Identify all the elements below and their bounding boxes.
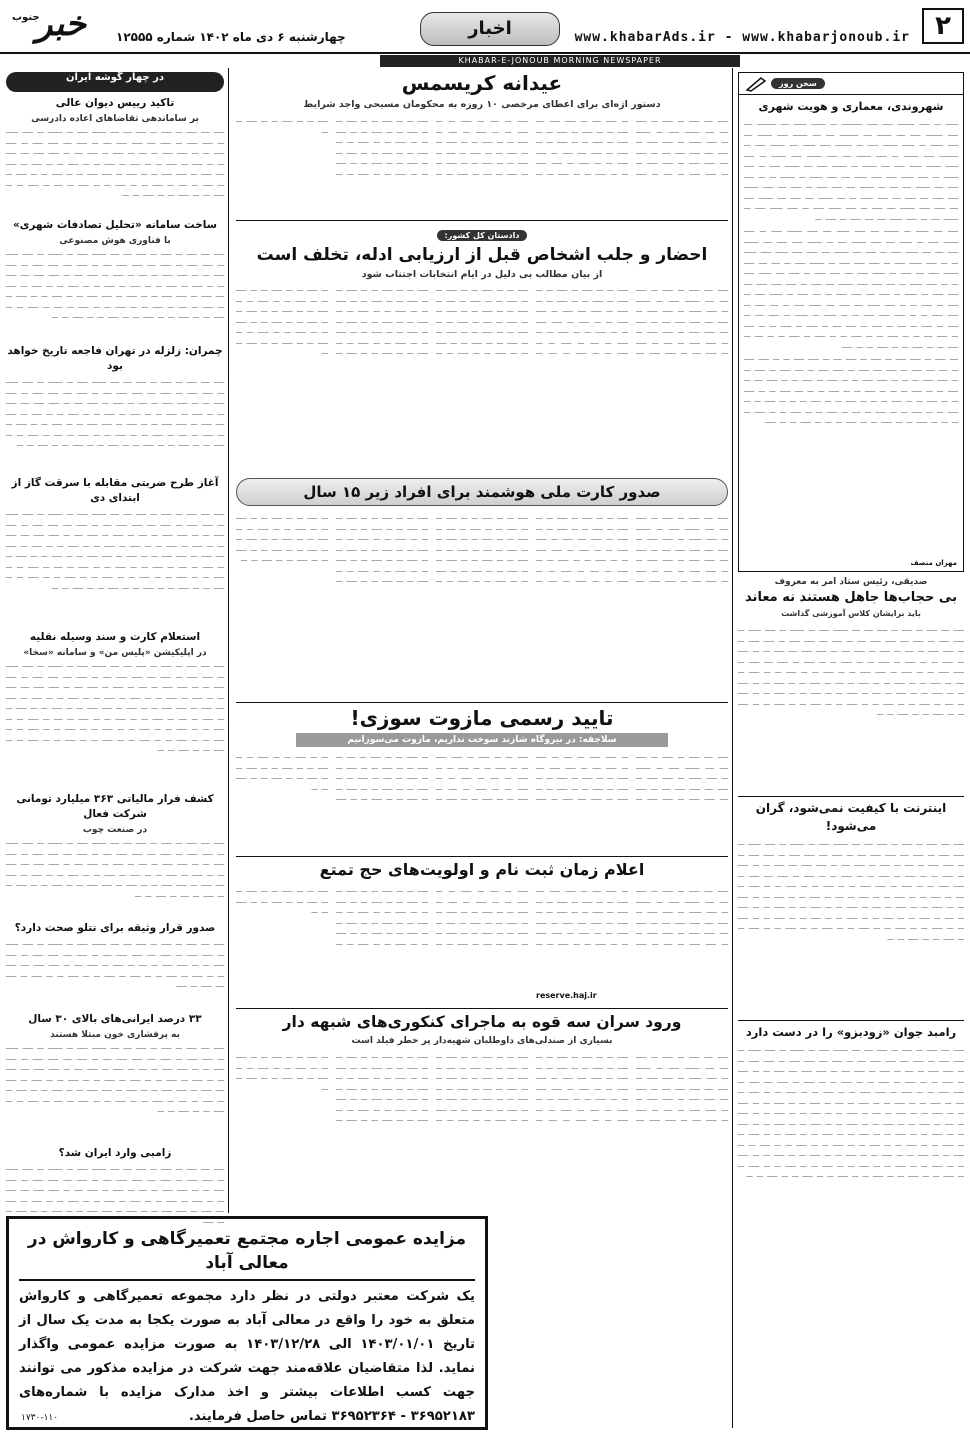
news-text: ـــــ ــــ ـــــ ـــ ـــــ ـــ ـــــ ــــ ــــ ـــــــ ـــــ ـــ ـــــــ ـــ ـــــ ــــــ ـــ ـــــ ـــــ ـــ ـــــ ــــ ـــــ ـــــ ــــ ـــ ـــــ ــــ ـــــ ـــــ ـــ ـــــ ـــــ ـــ ـــ ـــــ ـــــ ـــ ــــ ـــ ـــــ ـــ ـــــ ــــ ـــ ـــــ ـــــ ــــ ـــــ ـــ ـــ ـــــ ـــ ـــــ ـــ ـــ ـــــ ـــ ـــــ ـــ ـــ ـــــ ـــ ـــ ـــــ ـــ ـــــ ــــ ـــــ ـــ ـــــ [6, 939, 224, 989]
ad-title: مزایده عمومی اجاره مجتمع تعمیرگاهی و کارواش در معالی آباد [19, 1227, 475, 1281]
news-text: ـــــ ــــ ـــــ ـــ ـــــ ـــ ـــــ ــــ ــــ ـــــــ ـــــ ـــ ـــــــ ـــ ـــــ ــــــ ـــ ـــــ ـــــ ـــ ـــــ ــــ ـــــ ـــــ ــــ ـــ ـــــ ــــ ـــــ ـــــ ـــ ـــــ ـــــ ـــ ـــ ـــــ ـــــ ـــ ــــ ـــ ـــــ ـــ ـــــ ــــ ـــ ـــــ ـــــ ــــ ـــــ ـــ ـــ ـــــ ـــ ـــــ ـــ ـــ ـــــ ـــ ـــــ ـــ ـــ ـــــ ـــ ـــ ـــــ ـــ ـــــ ــــ ـــــ ـــ ـــــ ـــــ ـــ ـــ ـــــ ـــ ـــــ ـــــ ـــ ـــ ـــــ ـــ ـــ ـــــ ـــ ـــ ـــــ ـــ ــــ ـــ ـــــ ـــ ـــ ـــــ ـــ ـــ ـــــ ـــ ــــ ـــ ـــــ ـــ ـــ ـــــ ـــ ـــ ـــــ ـــ ـــ ـــــ ـــ ـــ ـــــ ـــ ـــ ـــــ ـــ ـــ ـــــ ـــ ـــ ـــــ ـــ ـــ ـــــ ـــ ـــ ـــــ ـــ ـــ ـــــ ـــ ـــ ـــــ ـــ ـــ [6, 509, 224, 591]
card-article [236, 478, 728, 700]
header-urls[interactable]: www.khabarAds.ir - www.khabarjonoub.ir [574, 30, 910, 45]
issue-date: چهارشنبه ۶ دی ماه ۱۴۰۲ شماره ۱۲۵۵۵ [116, 30, 346, 44]
sokhan-rooz-text: ــــــ ـــ ـــــ ــــــــ ـــــ ـــــ ــــــــــ ـــ ـــــــ ــــــ ــــ ـــــــــ ــــ ـــــ ــــــــ ـــــ ــــ ـــــــ ــــ ـــــــــ ــــ ــــ ـــــــ ـــــ ـــــــ ــــ ـــــ ــــــ ـــ ــــــ ـــــــ ـــــ ـــ ــــــــ ـــــ ــــــ ــــ ـــــــ ـــــ ـــ ـــــــــ ـــــ ـــــــ ـــ ـــــ ـــــــ ــــ ـــــ ـــــــ ـــــ ـــــــ ـــ ـــــ ــــــ ـــــــ ــــــ ـــــ ــــ ـــــــ ـــ ـــــــ ـــــ ــــ ـــــــ ـــــ ـــ ـــــ ـــــــ ـــ ـــــ ــــــ ـــــ ـــــ ــــــ ــــ ـــــ ــــــ ـــ ـــــــ ـــ ـــ ـــــ ـــــ ــــ ـــــــ ــــ ــــ ـــ ـــــــ ــــ ـــــ ـــــ ـــ ـــــ ــــ ـــــ ـــــــ ـــــ ـــــ ــــ ـــــ ــــ ـــــ ــــــ ـــ ــــ ـــــــ ــــ ـــــ ــــ ـــــــ ـــــ ــــ ـــــ ـــــ ـــــــ ــــ ـــــ ـــ ـــــ ــــــ ـــــ ـــ ـــــ ــــــ ـــــ ـــ ـــــــ ــــ ـــ ـــــ ــــــ ــــ ــــ ـــــ ـــ ـــــ ـــ ـــــ ــــ ــــــ ـــ ـــــــ ــــ ـــــ ــــــ ــــ ـــــ ـــــــ ـــــ ـــ ـــــ ـــــــ ـــــ ـــ ــــــ ــــ ـــــ ـــــــ ــــ ـــ ـــــــ ـــــ ـــــ ــــ ـــــــ ـــــ ــــ ــــ ــــــ ـــــ ـــ ـــــ ــــ ـــــــ ــــ ـــــ ـــــ ــــــ ـــــ ــــــ ـــ ـــ ـــــ ــــــ ـــــ ـــ ـــــ ـــــ ـــــ ـــ ـــــــ ـــــ ـــ ــــ ــــ ـــــ ـــــــ ـــــ ــــ ـــــ ـــ ــــــ ـــــ ــــ ـــــ ـــــ ـــ ـــــ ــــ ــــــ ـــــ ـــ ـــ ـــــ ــــــ ـــ ــــ ـــــ ـــــ ـــــــ ــــ ـــــ ـــ ـــــ ـــــ ـــــ ــــ ـــــ ـــــ ـــ ــــــ ـــ ـــــ ــــ ـــــ ـــــ ـــ ــــ ـــــ ـــ ــــــ ـــــ ـــ ـــــ ـــ ـــــ ـــ ـــ ـــــ ــــــ ــــ ـــــ ــــ ــــــ ـــــ ـــ ــــ ـــــ ـــ ـــــ ـــــ ـــ ـــ ـــــ ـــــ ـــــ ـــ ـــ ــــــ ـــ ــــــ ـــ ـــــ ــــ ـــ ـــــ ـــ ـــــ ـــ ــــ ـــ ـــــ ـــ ـــــ ــــ ـــ ـــــ ـــ ـــــ ـــ ـــ ـــــ ـــ ـــــ ــــ ـــ ـــ ـــــ ـــ ـــ ـــــ ـــ ـــ ـــــ ـــ ـــــ ـــ ـــ ــــ ـــ ـــــ ـــ ـــ ـــــ ـــ ـــ ـــــ ـــ ـــ ـــــ ــــ ـــــ ـــ ـــــ ـــــ ـــ ـــــ ـــ ـــــ ــــ ـــ ـــــ ـــــ ـــ ـــ ـــــ ـــــ ـــ ــــ ــــ ـــــ ـــ ـــــ ــــ ـــــ ـــ ـــــ ـــــ ـــ ــــ ـــــ ـــ ـــــ ـــ ـــ ـــــ ـــــ ـــ ـــ ـــ ـــــ ـــــ ـــ ـــ ـــــ ـــ ـــــ ـــ ـــ ـــــ ــــ ـــ ـــــ ـــ ـــ ـــــ ـــ ـــ ـــ ـــــ ـــ ـــ ـــــ ـــ ـــ ــــ ـــــ ـــ ـــ ـــــ ـــ ـــ ـــــ ـــ ـــ ـــــ ـــ ـــ ـــ ـــــ ـــ ـــ ـــــ ـــ ـــ ـــ ـــــ ـــ ـــ ـــــ ـــ ـــ ـــــ ـــ ـــ ـــــ ـــ ــــ ـــ ـــــ ـــ ـــ ـــــ ـــ ـــ ـــــ ـــ ـــ ـــ ـــ ـــــ ـــ ـــ ـــــ ـــ ـــ ـــــ ـــ ـــ ـــ ـــــ ـــ ـــ ـــــ [744, 119, 958, 425]
news-title: استعلام کارت و سند وسیله نقلیه [29, 631, 201, 643]
konkur-title: ورود سران سه قوه به ماجرای کنکوری‌های شبهه دار [282, 1013, 682, 1031]
eidane-title: عیدانه کریسمس [401, 71, 563, 95]
news-title: آغاز طرح ضربتی مقابله با سرقت گاز از ابتدای دی [11, 477, 219, 504]
news-text: ـــــ ــــ ـــــ ـــ ـــــ ـــ ـــــ ــــ ــــ ـــــــ ـــــ ـــ ـــــــ ـــ ـــــ ــــــ ـــ ـــــ ـــــ ـــ ـــــ ــــ ـــــ ـــــ ــــ ـــ ـــــ ــــ ـــــ ـــــ ـــ ـــــ ـــــ ـــ ـــ ـــــ ـــــ ـــ ــــ ـــ ـــــ ـــ ـــــ ــــ ـــ ـــــ ـــــ ــــ ـــــ ـــ ـــ ـــــ ـــ ـــــ ـــ ـــ ـــــ ـــ ـــــ ـــ ـــ ـــــ ـــ ـــ ـــــ ـــ ـــــ ــــ ـــــ ـــ ـــــ ـــــ ـــ ـــ ـــــ ـــ ـــــ ـــــ ـــ ـــ ـــــ ـــ ـــ ـــــ ـــ ـــ ـــــ ـــ ــــ ـــ ـــــ ـــ ـــ [6, 838, 224, 899]
mazut-subtitle: سلاجقه: در نیروگاه شازند سوخت نداریم، مازوت می‌سوزانیم [296, 733, 668, 747]
eidane-text: ـــــ ــــ ـــــ ـــ ـــــ ـــ ـــــ ــــ ــــ ـــــــ ـــــ ـــ ـــــــ ـــ ـــــ ــــــ ـــ ـــــ ـــــ ـــ ـــــ ــــ ـــــ ـــــ ــــ ـــ ـــــ ــــ ـــــ ـــــ ـــ ـــــ ـــــ ـــ ـــ ـــــ ـــــ ـــ ــــ ـــ ـــــ ـــ ـــــ ــــ ـــ ـــــ ـــــ ــــ ـــــ ـــ ـــ ـــــ ـــ ـــــ ـــ ـــ ـــــ ـــ ـــــ ـــ ـــ ـــــ ـــ ـــ ـــــ ـــ ـــــ ــــ ـــــ ـــ ـــــ ـــــ ـــ ـــ ـــــ ـــ ـــــ ـــــ ـــ ـــ ـــــ ـــ ـــ ـــــ ـــ ـــ ـــــ ـــ ــــ ـــ ـــــ ـــ ـــ ـــــ ـــ ـــ ـــــ ـــ ــــ ـــ ـــــ ـــ ـــ ـــــ ـــ ـــ ـــــ ـــ ـــ ـــــ ـــ ـــ ـــــ ـــ ــــ ـــ ـــــ ـــ ـــ ـــــ ـــ ـــ ـــــ ـــ ـــ ـــــ ـــ ــــ ـــ ـــــ ـــ ـــ ـــــ ـــ ـــ ـــــ ـــ ـــ ـــــ ـــ ـــ ـــــ ـــ ـــ ـــــ ـــ ـــ ـــــ ـــ ـــ ـــــ ـــ ـــ ـــــ ـــ ـــ ـــــ ـــ ـــ ـــــ ـــ ـــ ـــــ ـــ ـــ ـــــ ـــ ـــ ـــــ ـــ ـــ ـــــ ـــ ـــ ـــــ ـــ ـــ ـــــ ـــ ـــ ـــــ ـــ ـــ ـــــ ـــ ـــ ـــــ ـــ ـــ [236, 116, 728, 177]
hajj-text: ـــــ ــــ ـــــ ـــ ـــــ ـــ ـــــ ــــ ــــ ـــــــ ـــــ ـــ ـــــــ ـــ ـــــ ــــــ ـــ ـــــ ـــــ ـــ ـــــ ــــ ـــــ ـــــ ــــ ـــ ـــــ ــــ ـــــ ـــــ ـــ ـــــ ـــــ ـــ ـــ ـــــ ـــــ ـــ ــــ ـــ ـــــ ـــ ـــــ ــــ ـــ ـــــ ـــــ ــــ ـــــ ـــ ـــ ـــــ ـــ ـــــ ـــ ـــ ـــــ ـــ ـــــ ـــ ـــ ـــــ ـــ ـــ ـــــ ـــ ـــــ ــــ ـــــ ـــ ـــــ ـــــ ـــ ـــ ـــــ ـــ ـــــ ـــــ ـــ ـــ ـــــ ـــ ـــ ـــــ ـــ ـــ ـــــ ـــ ــــ ـــ ـــــ ـــ ـــ ـــــ ـــ ـــ ـــــ ـــ ــــ ـــ ـــــ ـــ ـــ ـــــ ـــ ـــ ـــــ ـــ ـــ ـــــ ـــ ـــ ـــــ ـــ ــــ ـــ ـــــ ـــ ـــ ـــــ ـــ ـــ ـــــ ـــ ـــ ـــــ ـــ ــــ ـــ ـــــ ـــ ـــ ـــــ ـــ ـــ ـــــ ـــ ـــ ـــــ ـــ ـــ ـــــ ـــ ـــ ـــــ ـــ ـــ ـــــ ـــ ـــ ـــــ ـــ ـــ ـــــ ـــ ـــ ـــــ ـــ ـــ ـــــ ـــ ـــ ـــــ ـــ ـــ ـــــ ـــ ـــ ـــــ ـــ ـــ ـــــ ـــ ـــ ـــــ ـــ ـــ ـــــ ـــ ـــ ـــــ ـــ ـــ ـــــ ـــ ـــ ـــــ ـــ ـــ ـــــ ـــ ـــ ـــــ ـــ ـــ ـــــ ـــ ـــ [236, 886, 728, 947]
eidane-article [236, 68, 728, 218]
ad-body: یک شرکت معتبر دولتی در نظر دارد مجموعه تعمیرگاهی و کارواش متعلق به خود را واقع در معالی آباد به صورت یکجا به مدت یک سال از تاریخ ۱۴۰۳/۰۱/۰۱ الی ۱۴۰۳/۱۲/۲۸ به صورت مزایده عمومی واگذار نماید. لذا متقاضیان علاقه‌مند جهت شرکت در مزایده مذکور می توانند جهت کسب اطلاعات بیشتر و اخذ مدارک مزایده با شماره‌های ۳۶۹۵۲۱۸۳ - ۳۶۹۵۲۳۶۴ تماس حاصل فرمایند. [19, 1289, 476, 1424]
card-text: ـــــ ــــ ـــــ ـــ ـــــ ـــ ـــــ ــــ ــــ ـــــــ ـــــ ـــ ـــــــ ـــ ـــــ ــــــ ـــ ـــــ ـــــ ـــ ـــــ ــــ ـــــ ـــــ ــــ ـــ ـــــ ــــ ـــــ ـــــ ـــ ـــــ ـــــ ـــ ـــ ـــــ ـــــ ـــ ــــ ـــ ـــــ ـــ ـــــ ــــ ـــ ـــــ ـــــ ــــ ـــــ ـــ ـــ ـــــ ـــ ـــــ ـــ ـــ ـــــ ـــ ـــــ ـــ ـــ ـــــ ـــ ـــ ـــــ ـــ ـــــ ــــ ـــــ ـــ ـــــ ـــــ ـــ ـــ ـــــ ـــ ـــــ ـــــ ـــ ـــ ـــــ ـــ ـــ ـــــ ـــ ـــ ـــــ ـــ ــــ ـــ ـــــ ـــ ـــ ـــــ ـــ ـــ ـــــ ـــ ــــ ـــ ـــــ ـــ ـــ ـــــ ـــ ـــ ـــــ ـــ ـــ ـــــ ـــ ـــ ـــــ ـــ ــــ ـــ ـــــ ـــ ـــ ـــــ ـــ ـــ ـــــ ـــ ـــ ـــــ ـــ ــــ ـــ ـــــ ـــ ـــ ـــــ ـــ ـــ ـــــ ـــ ـــ ـــــ ـــ ـــ ـــــ ـــ ـــ ـــــ ـــ ـــ ـــــ ـــ ـــ ـــــ ـــ ـــ ـــــ ـــ ـــ ـــــ ـــ ـــ ـــــ ـــ ـــ ـــــ ـــ ـــ ـــــ ـــ ـــ ـــــ ـــ ـــ ـــــ ـــ ـــ ـــــ ـــ ـــ ـــــ ـــ ـــ ـــــ ـــ ـــ ـــــ ـــ ـــ ـــــ ـــ ـــ ـــــ ـــ ـــ ـــــ ـــ ـــ ـــــ ـــ ـــ ـــــ ـــ ـــ ـــــ ـــ ـــ ـــــ ـــ ـــ ـــــ ـــ ـــ ـــــ ـــ ـــ ـــــ ـــ ـــ ـــــ ـــ ـــ ـــــ ـــ ـــ ـــــ ـــ ـــ ـــــ ـــ ـــ ـــــ ـــ ـــ ـــــ ـــ ـــ ـــــ ـــ ـــ ـــــ ـــ ـــ ـــــ ـــ ـــ ـــــ ـــ ـــ ـــــ ـــ ـــ ـــــ ـــ ـــ [236, 513, 728, 584]
news-title: چمران: زلزله در تهران فاجعه تاریخ خواهد بود [7, 345, 223, 372]
news-text: ـــــ ــــ ـــــ ـــ ـــــ ـــ ـــــ ــــ ــــ ـــــــ ـــــ ـــ ـــــــ ـــ ـــــ ــــــ ـــ ـــــ ـــــ ـــ ـــــ ــــ ـــــ ـــــ ــــ ـــ ـــــ ــــ ـــــ ـــــ ـــ ـــــ ـــــ ـــ ـــ ـــــ ـــــ ـــ ــــ ـــ ـــــ ـــ ـــــ ــــ ـــ ـــــ ـــــ ــــ ـــــ ـــ ـــ ـــــ ـــ ـــــ ـــ ـــ ـــــ ـــ ـــــ ـــ ـــ ـــــ ـــ ـــ ـــــ ـــ ـــــ ــــ ـــــ ـــ ـــــ ـــــ ـــ ـــ ـــــ ـــ ـــــ ـــــ ـــ ـــ ـــــ ـــ ـــ ـــــ ـــ ـــ ـــــ ـــ ــــ ـــ ـــــ ـــ ـــ ـــــ ـــ ـــ ـــــ ـــ ــــ ـــ ـــــ ـــ ـــ ـــــ ـــ ـــ ـــــ ـــ ـــ ـــــ ـــ ـــ [6, 127, 224, 198]
news-subtitle: در اپلیکیشن «پلیس من» و سامانه «سخا» [23, 648, 207, 658]
sokhan-rooz-author: مهران منصف [910, 559, 957, 567]
hijab-title: بی حجاب‌ها جاهل هستند نه معاند [745, 590, 957, 605]
sokhan-rooz-title: شهروندی، معماری و هویت شهری [758, 100, 944, 113]
news-text: ـــــ ــــ ـــــ ـــ ـــــ ـــ ـــــ ــــ ــــ ـــــــ ـــــ ـــ ـــــــ ـــ ـــــ ــــــ ـــ ـــــ ـــــ ـــ ـــــ ــــ ـــــ ـــــ ــــ ـــ ـــــ ــــ ـــــ ـــــ ـــ ـــــ ـــــ ـــ ـــ ـــــ ـــــ ـــ ــــ ـــ ـــــ ـــ ـــــ ــــ ـــ ـــــ ـــــ ــــ ـــــ ـــ ـــ ـــــ ـــ ـــــ ـــ ـــ ـــــ ـــ ـــــ ـــ ـــ ـــــ ـــ ـــ ـــــ ـــ ـــــ ــــ ـــــ ـــ ـــــ ـــــ ـــ ـــ ـــــ ـــ ـــــ ـــــ ـــ ـــ ـــــ ـــ ـــ ـــــ ـــ ـــ ـــــ ـــ ــــ ـــ ـــــ ـــ ـــ ـــــ ـــ ـــ ـــــ ـــ ــــ ـــ ـــــ ـــ ـــ ـــــ ـــ ـــ ـــــ ـــ ـــ ـــــ ـــ ـــ ـــــ ـــ ـــ ـــــ ـــ ـــ ـــــ ـــ ـــ ـــــ ـــ ـــ ـــــ ـــ ـــ ـــــ ـــ ـــ ـــــ ـــ ـــ ـــــ ـــ ـــ ـــــ ـــ ـــ ـــــ ـــ ـــ ـــــ ـــ ـــ [6, 661, 224, 753]
section-title: اخبار [420, 12, 560, 46]
hajj-article [236, 856, 728, 1006]
mazut-title: تایید رسمی مازوت سوزی! [350, 706, 614, 730]
sokhan-rooz-label: سخن روز [771, 78, 825, 89]
news-title: تاکید رییس دیوان عالی [55, 97, 175, 109]
news-title: صدور قرار وثیقه برای تتلو صحت دارد؟ [14, 922, 216, 934]
ehzar-subtitle: از بیان مطالب بی دلیل در ایام انتخابات اجتناب شود [361, 269, 603, 280]
news-subtitle: در صنعت چوب [82, 825, 148, 835]
masthead [0, 0, 970, 54]
hijab-article [738, 576, 964, 794]
column-divider [228, 68, 229, 1213]
internet-article [738, 796, 964, 1016]
news-subtitle: با فناوری هوش مصنوعی [59, 236, 171, 246]
news-subtitle: به پرفشاری خون مبتلا هستند [50, 1030, 180, 1040]
news-title: ۳۳ درصد ایرانی‌های بالای ۳۰ سال [28, 1013, 202, 1025]
news-text: ـــــ ــــ ـــــ ـــ ـــــ ـــ ـــــ ــــ ــــ ـــــــ ـــــ ـــ ـــــــ ـــ ـــــ ــــــ ـــ ـــــ ـــــ ـــ ـــــ ــــ ـــــ ـــــ ــــ ـــ ـــــ ــــ ـــــ ـــــ ـــ ـــــ ـــــ ـــ ـــ ـــــ ـــــ ـــ ــــ ـــ ـــــ ـــ ـــــ ــــ ـــ ـــــ ـــــ ــــ ـــــ ـــ ـــ ـــــ ـــ ـــــ ـــ ـــ ـــــ ـــ ـــــ ـــ ـــ ـــــ ـــ ـــ ـــــ ـــ ـــــ ــــ ـــــ ـــ ـــــ ـــــ ـــ ـــ ـــــ ـــ ـــــ ـــــ ـــ ـــ ـــــ ـــ ـــ ـــــ ـــ ـــ ـــــ ـــ ــــ ـــ ـــــ ـــ ـــ ـــــ ـــ ـــ ـــــ ـــ ــــ ـــ ـــــ ـــ ـــ ـــــ ـــ ـــ ـــــ ـــ ـــ ـــــ ـــ ـــ ـــــ ـــ ـــ ـــــ ـــ ـــ [6, 249, 224, 320]
hijab-lead: صدیقی، رئیس ستاد امر به معروف [774, 577, 928, 587]
news-text: ـــــ ــــ ـــــ ـــ ـــــ ـــ ـــــ ــــ ــــ ـــــــ ـــــ ـــ ـــــــ ـــ ـــــ ــــــ ـــ ـــــ ـــــ ـــ ـــــ ــــ ـــــ ـــــ ــــ ـــ ـــــ ــــ ـــــ ـــــ ـــ ـــــ ـــــ ـــ ـــ ـــــ ـــــ ـــ ــــ ـــ ـــــ ـــ ـــــ ــــ ـــ ـــــ ـــــ ــــ ـــــ ـــ ـــ ـــــ ـــ ـــــ ـــ ـــ ـــــ ـــ ـــــ ـــ ـــ ـــــ ـــ ـــ ـــــ ـــ ـــــ ــــ ـــــ ـــ ـــــ ـــــ ـــ ـــ ـــــ ـــ ـــــ ـــــ ـــ ـــ ـــــ ـــ ـــ ـــــ ـــ ـــ ـــــ ـــ ــــ ـــ ـــــ ـــ ـــ ـــــ ـــ ـــ ـــــ ـــ ــــ ـــ ـــــ ـــ ـــ ـــــ ـــ ـــ ـــــ ـــ ـــ [6, 1043, 224, 1114]
ehzar-article [236, 220, 728, 476]
internet-title: اینترنت با کیفیت نمی‌شود، گران می‌شود! [738, 796, 964, 835]
news-title: کشف فرار مالیاتی ۳۶۳ میلیارد تومانی شرکت فعال [16, 793, 214, 820]
page-number: ۲ [922, 8, 964, 44]
hijab-text: ـــــ ــــ ـــــ ـــ ـــــ ـــ ـــــ ــــ ــــ ـــــــ ـــــ ـــ ـــــــ ـــ ـــــ ــــــ ـــ ـــــ ـــــ ـــ ـــــ ــــ ـــــ ـــــ ــــ ـــ ـــــ ــــ ـــــ ـــــ ـــ ـــــ ـــــ ـــ ـــ ـــــ ـــــ ـــ ــــ ـــ ـــــ ـــ ـــــ ــــ ـــ ـــــ ـــــ ــــ ـــــ ـــ ـــ ـــــ ـــ ـــــ ـــ ـــ ـــــ ـــ ـــــ ـــ ـــ ـــــ ـــ ـــ ـــــ ـــ ـــــ ــــ ـــــ ـــ ـــــ ـــــ ـــ ـــ ـــــ ـــ ـــــ ـــــ ـــ ـــ ـــــ ـــ ـــ ـــــ ـــ ـــ ـــــ ـــ ــــ ـــ ـــــ ـــ ـــ ـــــ ـــ ـــ ـــــ ـــ ــــ ـــ ـــــ ـــ ـــ ـــــ ـــ ـــ ـــــ ـــ ـــ ـــــ ـــ ـــ ـــــ ـــ ــــ ـــ ـــــ ـــ ـــ ـــــ ـــ ـــ ـــــ ـــ ـــ ـــــ ـــ ــــ ـــ ـــــ ـــ ـــ ـــــ ـــ ـــ ـــــ ـــ ـــ ـــــ ـــ ـــ ـــــ ـــ ـــ ـــــ ـــ ـــ ـــــ ـــ ـــ ـــــ ـــ ـــ [738, 625, 964, 717]
rambod-article [738, 1020, 964, 1428]
hajj-title: اعلام زمان ثبت نام و اولویت‌های حج تمتع [319, 860, 645, 879]
newspaper-logo: جنوب خبر [12, 4, 87, 44]
rambod-title: رامبد جوان «زودبزو» را در دست دارد [738, 1020, 964, 1041]
news-text: ـــــ ــــ ـــــ ـــ ـــــ ـــ ـــــ ــــ ــــ ـــــــ ـــــ ـــ ـــــــ ـــ ـــــ ــــــ ـــ ـــــ ـــــ ـــ ـــــ ــــ ـــــ ـــــ ــــ ـــ ـــــ ــــ ـــــ ـــــ ـــ ـــــ ـــــ ـــ ـــ ـــــ ـــــ ـــ ــــ ـــ ـــــ ـــ ـــــ ــــ ـــ ـــــ ـــــ ــــ ـــــ ـــ ـــ ـــــ ـــ ـــــ ـــ ـــ ـــــ ـــ ـــــ ـــ ـــ ـــــ ـــ ـــ ـــــ ـــ ـــــ ــــ ـــــ ـــ ـــــ ـــــ ـــ ـــ ـــــ ـــ ـــــ ـــــ ـــ ـــ ـــــ ـــ ـــ ـــــ ـــ ـــ ـــــ ـــ ــــ ـــ ـــــ ـــ ـــ ـــــ ـــ ـــ ـــــ ـــ ــــ ـــ ـــــ ـــ ـــ ـــــ ـــ ـــ ـــــ ـــ ـــ ـــــ ـــ ـــ ـــــ ـــ ـــ ـــــ ـــ ـــ ـــــ ـــ ـــ [6, 377, 224, 448]
mozayede-ad [6, 1216, 488, 1430]
card-title: صدور کارت ملی هوشمند برای افراد زیر ۱۵ سال [236, 478, 728, 506]
chahar-gooshe-label: در چهار گوشه ایران [6, 72, 224, 92]
ehzar-title: احضار و جلب اشخاص قبل از ارزیابی ادله، تخلف است [256, 245, 708, 265]
ehzar-kicker: دادستان کل کشور: [437, 230, 528, 241]
hajj-link[interactable]: reserve.haj.ir [536, 991, 597, 1000]
internet-text: ـــــ ــــ ـــــ ـــ ـــــ ـــ ـــــ ــــ ــــ ـــــــ ـــــ ـــ ـــــــ ـــ ـــــ ــــــ ـــ ـــــ ـــــ ـــ ـــــ ــــ ـــــ ـــــ ــــ ـــ ـــــ ــــ ـــــ ـــــ ـــ ـــــ ـــــ ـــ ـــ ـــــ ـــــ ـــ ــــ ـــ ـــــ ـــ ـــــ ــــ ـــ ـــــ ـــــ ــــ ـــــ ـــ ـــ ـــــ ـــ ـــــ ـــ ـــ ـــــ ـــ ـــــ ـــ ـــ ـــــ ـــ ـــ ـــــ ـــ ـــــ ــــ ـــــ ـــ ـــــ ـــــ ـــ ـــ ـــــ ـــ ـــــ ـــــ ـــ ـــ ـــــ ـــ ـــ ـــــ ـــ ـــ ـــــ ـــ ــــ ـــ ـــــ ـــ ـــ ـــــ ـــ ـــ ـــــ ـــ ــــ ـــ ـــــ ـــ ـــ ـــــ ـــ ـــ ـــــ ـــ ـــ ـــــ ـــ ـــ ـــــ ـــ ــــ ـــ ـــــ ـــ ـــ ـــــ ـــ ـــ ـــــ ـــ ـــ ـــــ ـــ ــــ ـــ ـــــ ـــ ـــ ـــــ ـــ ـــ ـــــ ـــ ـــ ـــــ ـــ ـــ ـــــ ـــ ـــ ـــــ ـــ ـــ ـــــ ـــ ـــ ـــــ ـــ ـــ ـــــ ـــ ـــ ـــــ ـــ ـــ ـــــ ـــ ـــ ـــــ ـــ ـــ ـــــ ـــ ـــ ـــــ ـــ ـــ [738, 839, 964, 942]
konkur-article [236, 1008, 728, 1214]
news-title: ساخت سامانه «تحلیل تصادفات شهری» [12, 219, 218, 231]
newspaper-subtitle-bar: KHABAR-E-JONOUB MORNING NEWSPAPER [380, 55, 740, 67]
chahar-gooshe-column [6, 72, 224, 1225]
mazut-article [236, 702, 728, 854]
news-title: زامبی وارد ایران شد؟ [58, 1147, 172, 1159]
column-divider [732, 68, 733, 1428]
eidane-subtitle: دستور اژه‌ای برای اعطای مرخصی ۱۰ روزه به محکومان مسیحی واجد شرایط [303, 99, 661, 110]
hijab-subtitle: باید برایشان کلاس آموزشی گذاشت [781, 609, 921, 618]
pen-icon [745, 76, 767, 92]
ad-code: ۱۷۳۰-۱۱۰ [21, 1413, 59, 1423]
news-subtitle: بر ساماندهی تقاضاهای اعاده دادرسی [31, 114, 199, 124]
mazut-text: ـــــ ــــ ـــــ ـــ ـــــ ـــ ـــــ ــــ ــــ ـــــــ ـــــ ـــ ـــــــ ـــ ـــــ ــــــ ـــ ـــــ ـــــ ـــ ـــــ ــــ ـــــ ـــــ ــــ ـــ ـــــ ــــ ـــــ ـــــ ـــ ـــــ ـــــ ـــ ـــ ـــــ ـــــ ـــ ــــ ـــ ـــــ ـــ ـــــ ــــ ـــ ـــــ ـــــ ــــ ـــــ ـــ ـــ ـــــ ـــ ـــــ ـــ ـــ ـــــ ـــ ـــــ ـــ ـــ ـــــ ـــ ـــ ـــــ ـــ ـــــ ــــ ـــــ ـــ ـــــ ـــــ ـــ ـــ ـــــ ـــ ـــــ ـــــ ـــ ـــ ـــــ ـــ ـــ ـــــ ـــ ـــ ـــــ ـــ ــــ ـــ ـــــ ـــ ـــ ـــــ ـــ ـــ ـــــ ـــ ــــ ـــ ـــــ ـــ ـــ ـــــ ـــ ـــ ـــــ ـــ ـــ ـــــ ـــ ـــ ـــــ ـــ ــــ ـــ ـــــ ـــ ـــ ـــــ ـــ ـــ ـــــ ـــ ـــ ـــــ ـــ ــــ ـــ ـــــ ـــ ـــ ـــــ ـــ ـــ ـــــ ـــ ـــ ـــــ ـــ ـــ ـــــ ـــ ـــ ـــــ ـــ ـــ ـــــ ـــ ـــ ـــــ ـــ ـــ ـــــ ـــ ـــ ـــــ ـــ ـــ ـــــ ـــ ـــ ـــــ ـــ ـــ ـــــ ـــ ـــ ـــــ ـــ ـــ ـــــ ـــ ـــ [236, 752, 728, 802]
ehzar-text: ـــــ ــــ ـــــ ـــ ـــــ ـــ ـــــ ــــ ــــ ـــــــ ـــــ ـــ ـــــــ ـــ ـــــ ــــــ ـــ ـــــ ـــــ ـــ ـــــ ــــ ـــــ ـــــ ــــ ـــ ـــــ ــــ ـــــ ـــــ ـــ ـــــ ـــــ ـــ ـــ ـــــ ـــــ ـــ ــــ ـــ ـــــ ـــ ـــــ ــــ ـــ ـــــ ـــــ ــــ ـــــ ـــ ـــ ـــــ ـــ ـــــ ـــ ـــ ـــــ ـــ ـــــ ـــ ـــ ـــــ ـــ ـــ ـــــ ـــ ـــــ ــــ ـــــ ـــ ـــــ ـــــ ـــ ـــ ـــــ ـــ ـــــ ـــــ ـــ ـــ ـــــ ـــ ـــ ـــــ ـــ ـــ ـــــ ـــ ــــ ـــ ـــــ ـــ ـــ ـــــ ـــ ـــ ـــــ ـــ ــــ ـــ ـــــ ـــ ـــ ـــــ ـــ ـــ ـــــ ـــ ـــ ـــــ ـــ ـــ ـــــ ـــ ــــ ـــ ـــــ ـــ ـــ ـــــ ـــ ـــ ـــــ ـــ ـــ ـــــ ـــ ــــ ـــ ـــــ ـــ ـــ ـــــ ـــ ـــ ـــــ ـــ ـــ ـــــ ـــ ـــ ـــــ ـــ ـــ ـــــ ـــ ـــ ـــــ ـــ ـــ ـــــ ـــ ـــ ـــــ ـــ ـــ ـــــ ـــ ـــ ـــــ ـــ ـــ ـــــ ـــ ـــ ـــــ ـــ ـــ ـــــ ـــ ـــ ـــــ ـــ ـــ ـــــ ـــ ـــ ـــــ ـــ ـــ ـــــ ـــ ـــ ـــــ ـــ ـــ ـــــ ـــ ـــ ـــــ ـــ ـــ ـــــ ـــ ـــ ـــــ ـــ ـــ ـــــ ـــ ـــ ـــــ ـــ ـــ ـــــ ـــ ـــ ـــــ ـــ ـــ ـــــ ـــ ـــ ـــــ ـــ ـــ ـــــ ـــ ـــ ـــــ ـــ ـــ ـــــ ـــ ـــ ـــــ ـــ ـــ ـــــ ـــ ـــ ـــــ ـــ ـــ ـــــ ـــ ـــ ـــــ ـــ ـــ ـــــ ـــ ـــ ـــــ ـــ ـــ ـــــ ـــ ـــ ـــــ ـــ ـــ ـــــ ـــ ـــ ـــــ ـــ ـــ ـــــ ـــ ـــ [236, 285, 728, 356]
konkur-text: ـــــ ــــ ـــــ ـــ ـــــ ـــ ـــــ ــــ ــــ ـــــــ ـــــ ـــ ـــــــ ـــ ـــــ ــــــ ـــ ـــــ ـــــ ـــ ـــــ ــــ ـــــ ـــــ ــــ ـــ ـــــ ــــ ـــــ ـــــ ـــ ـــــ ـــــ ـــ ـــ ـــــ ـــــ ـــ ــــ ـــ ـــــ ـــ ـــــ ــــ ـــ ـــــ ـــــ ــــ ـــــ ـــ ـــ ـــــ ـــ ـــــ ـــ ـــ ـــــ ـــ ـــــ ـــ ـــ ـــــ ـــ ـــ ـــــ ـــ ـــــ ــــ ـــــ ـــ ـــــ ـــــ ـــ ـــ ـــــ ـــ ـــــ ـــــ ـــ ـــ ـــــ ـــ ـــ ـــــ ـــ ـــ ـــــ ـــ ــــ ـــ ـــــ ـــ ـــ ـــــ ـــ ـــ ـــــ ـــ ــــ ـــ ـــــ ـــ ـــ ـــــ ـــ ـــ ـــــ ـــ ـــ ـــــ ـــ ـــ ـــــ ـــ ــــ ـــ ـــــ ـــ ـــ ـــــ ـــ ـــ ـــــ ـــ ـــ ـــــ ـــ ــــ ـــ ـــــ ـــ ـــ ـــــ ـــ ـــ ـــــ ـــ ـــ ـــــ ـــ ـــ ـــــ ـــ ـــ ـــــ ـــ ـــ ـــــ ـــ ـــ ـــــ ـــ ـــ ـــــ ـــ ـــ ـــــ ـــ ـــ ـــــ ـــ ـــ ـــــ ـــ ـــ ـــــ ـــ ـــ ـــــ ـــ ـــ ـــــ ـــ ـــ ـــــ ـــ ـــ ـــــ ـــ ـــ ـــــ ـــ ـــ ـــــ ـــ ـــ ـــــ ـــ ـــ ـــــ ـــ ـــ ـــــ ـــ ـــ ـــــ ـــ ـــ ـــــ ـــ ـــ ـــــ ـــ ـــ ـــــ ـــ ـــ ـــــ ـــ ـــ ـــــ ـــ ـــ ـــــ ـــ ـــ ـــــ ـــ ـــ ـــــ ـــ ـــ ـــــ ـــ ـــ ـــــ ـــ ـــ ـــــ ـــ ـــ ـــــ ـــ ـــ ـــــ ـــ ـــ [236, 1052, 728, 1123]
news-text: ـــــ ــــ ـــــ ـــ ـــــ ـــ ـــــ ــــ ــــ ـــــــ ـــــ ـــ ـــــــ ـــ ـــــ ــــــ ـــ ـــــ ـــــ ـــ ـــــ ــــ ـــــ ـــــ ــــ ـــ ـــــ ــــ ـــــ ـــــ ـــ ـــــ ـــــ ـــ ـــ ـــــ ـــــ ـــ ــــ ـــ ـــــ ـــ ـــــ ــــ ـــ ـــــ ـــــ ــــ ـــــ ـــ ـــ ـــــ ـــ ـــــ ـــ ـــ ـــــ ـــ ـــــ ـــ ـــ ـــــ ـــ ـــ ـــــ ـــ ـــــ ــــ ـــــ ـــ ـــــ ـــــ ـــ ـــ ـــــ ـــ ـــــ ـــــ ـــ ـــ ـــــ ـــ ـــ ـــــ ـــ ـــ ـــــ [6, 1164, 224, 1225]
rambod-text: ـــــ ــــ ـــــ ـــ ـــــ ـــ ـــــ ــــ ــــ ـــــــ ـــــ ـــ ـــــــ ـــ ـــــ ــــــ ـــ ـــــ ـــــ ـــ ـــــ ــــ ـــــ ـــــ ــــ ـــ ـــــ ــــ ـــــ ـــــ ـــ ـــــ ـــــ ـــ ـــ ـــــ ـــــ ـــ ــــ ـــ ـــــ ـــ ـــــ ــــ ـــ ـــــ ـــــ ــــ ـــــ ـــ ـــ ـــــ ـــ ـــــ ـــ ـــ ـــــ ـــ ـــــ ـــ ـــ ـــــ ـــ ـــ ـــــ ـــ ـــــ ــــ ـــــ ـــ ـــــ ـــــ ـــ ـــ ـــــ ـــ ـــــ ـــــ ـــ ـــ ـــــ ـــ ـــ ـــــ ـــ ـــ ـــــ ـــ ــــ ـــ ـــــ ـــ ـــ ـــــ ـــ ـــ ـــــ ـــ ــــ ـــ ـــــ ـــ ـــ ـــــ ـــ ـــ ـــــ ـــ ـــ ـــــ ـــ ـــ ـــــ ـــ ــــ ـــ ـــــ ـــ ـــ ـــــ ـــ ـــ ـــــ ـــ ـــ ـــــ ـــ ــــ ـــ ـــــ ـــ ـــ ـــــ ـــ ـــ ـــــ ـــ ـــ ـــــ ـــ ـــ ـــــ ـــ ـــ ـــــ ـــ ـــ ـــــ ـــ ـــ ـــــ ـــ ـــ ـــــ ـــ ـــ ـــــ ـــ ـــ ـــــ ـــ ـــ ـــــ ـــ ـــ ـــــ ـــ ـــ ـــــ ـــ ـــ ـــــ ـــ ـــ ـــــ ـــ ـــ ـــــ ـــ ـــ ـــــ ـــ ـــ ـــــ ـــ ـــ ـــــ ـــ ـــ ـــــ ـــ ـــ ـــــ ـــ ـــ ـــــ ـــ ـــ ـــــ ـــ ـــ ـــــ ـــ ـــ ـــــ ـــ ـــ ـــــ ـــ ـــ ـــــ ـــ ـــ ـــــ ـــ ـــ ـــــ ـــ ـــ ـــــ ـــ ـــ ـــــ ـــ ـــ ـــــ ـــ ـــ ـــــ ـــ ـــ ـــــ ـــ ـــ ـــــ ـــ ـــ ـــــ ـــ ـــ [738, 1045, 964, 1179]
sokhan-rooz-box [738, 72, 964, 572]
konkur-subtitle: بسیاری از صندلی‌های داوطلبان شهیه‌دار پر خطر فیلد است [351, 1036, 613, 1046]
